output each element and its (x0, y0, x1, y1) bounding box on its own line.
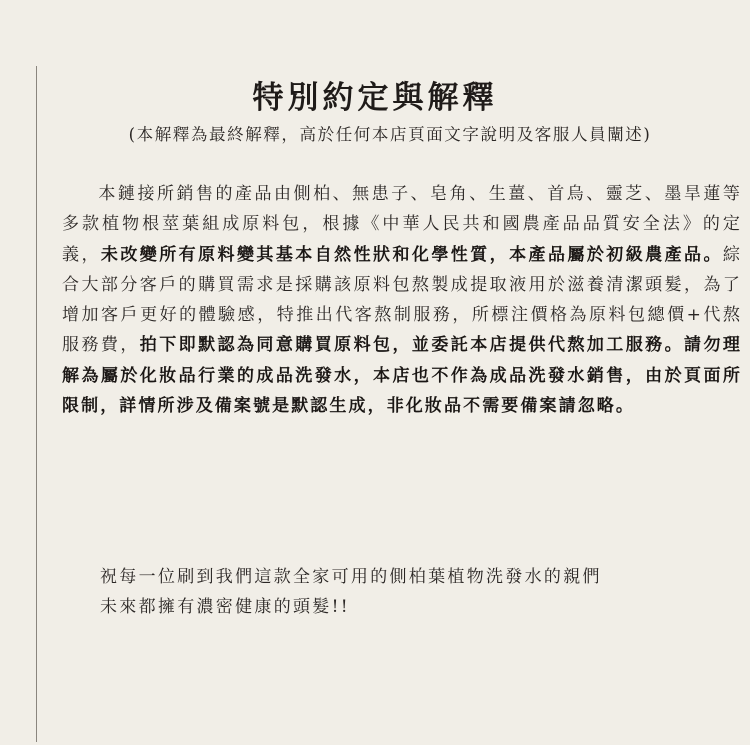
page-subtitle: (本解釋為最終解釋，高於任何本店頁面文字說明及客服人員闡述) (128, 125, 652, 144)
closing-paragraph (100, 562, 602, 622)
closing-line-1: 祝每一位刷到我們這款全家可用的側柏葉植物洗發水的親們 (100, 567, 602, 587)
page-title: 特別約定與解釋 (252, 80, 498, 116)
body-emphasis-2: 拍下即默認為同意購買原料包，並委託本店提供代熬加工服務。請勿理解為屬於化妝品行業的成品洗發水，本店也不作為成品洗發水銷售，由於頁面所限制，詳情所涉及備案號是默認生成，非化妝品不需要備案請忽略。 (62, 335, 742, 417)
body-emphasis-1: 未改變所有原料變其基本自然性狀和化學性質，本產品屬於初級農產品。 (100, 244, 723, 265)
body-text-2: 綜合大部分客戶的購買需求是採購該原料包熬製成提取液用於滋養清潔頭髮，為了增加客戶更好的體驗感，特推出代客熬制服務，所標注價格為原料包總價+代熬服務費， (62, 244, 743, 356)
body-paragraph (62, 179, 742, 421)
left-margin-rule (36, 66, 37, 742)
closing-line-2: 未來都擁有濃密健康的頭髮!! (100, 597, 350, 617)
body-text-1: 本鏈接所銷售的產品由側柏、無患子、皂角、生薑、首烏、靈芝、墨旱蓮等多款植物根莖葉組成原料包，根據《中華人民共和國農產品品質安全法》的定義， (62, 184, 742, 265)
